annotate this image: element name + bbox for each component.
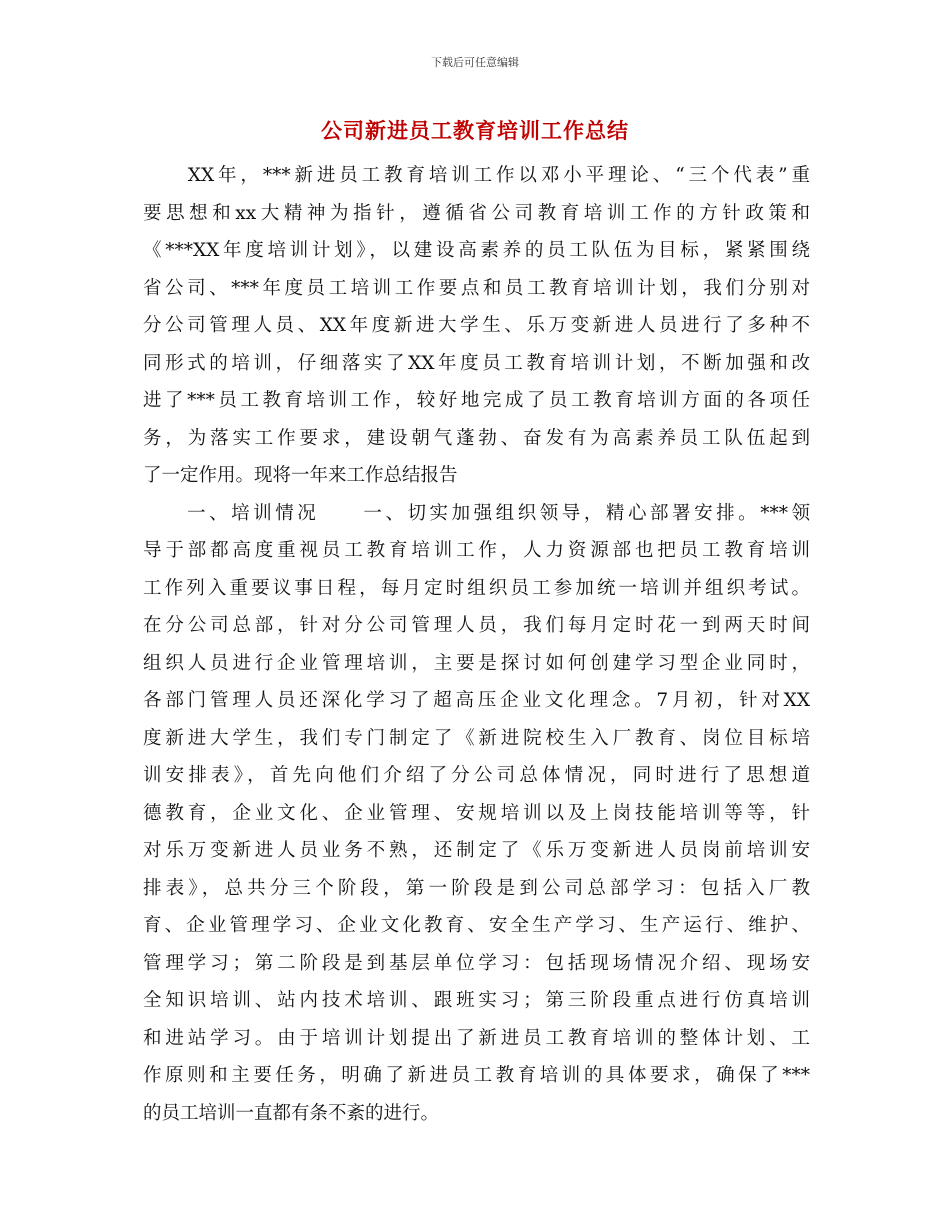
- document-title: 公司新进员工教育培训工作总结: [321, 118, 629, 143]
- body-line: 《***XX年度培训计划》，以建设高素养的员工队伍为目标，紧紧围绕: [143, 240, 810, 261]
- body-line: 了一定作用。现将一年来工作总结报告: [143, 465, 458, 486]
- body-line: 育、企业管理学习、企业文化教育、安全生产学习、生产运行、维护、: [143, 915, 810, 936]
- body-line: XX年，***新进员工教育培训工作以邓小平理论、“三个代表”重: [143, 165, 810, 186]
- body-line: 导于部都高度重视员工教育培训工作，人力资源部也把员工教育培训: [143, 540, 810, 561]
- body-line: 工作列入重要议事日程，每月定时组织员工参加统一培训并组织考试。: [143, 577, 810, 599]
- body-line: 管理学习；第二阶段是到基层单位学习：包括现场情况介绍、现场安: [143, 952, 810, 974]
- body-line: 和进站学习。由于培训计划提出了新进员工教育培训的整体计划、工: [143, 1027, 810, 1049]
- body-line: 各部门管理人员还深化学习了超高压企业文化理念。7月初，针对XX: [143, 690, 810, 711]
- body-line: 一、培训情况 一、切实加强组织领导，精心部署安排。***领: [143, 502, 810, 524]
- body-line: 要思想和xx大精神为指针，遵循省公司教育培训工作的方针政策和: [143, 202, 810, 224]
- body-line: 分公司管理人员、XX年度新进大学生、乐万变新进人员进行了多种不: [143, 315, 810, 336]
- body-line: 训安排表》，首先向他们介绍了分公司总体情况，同时进行了思想道: [143, 765, 810, 786]
- body-line: 进了***员工教育培训工作，较好地完成了员工教育培训方面的各项任: [143, 390, 810, 411]
- body-line: 务，为落实工作要求，建设朝气蓬勃、奋发有为高素养员工队伍起到: [143, 427, 810, 449]
- body-line: 省公司、***年度员工培训工作要点和员工教育培训计划，我们分别对: [143, 277, 810, 299]
- body-line: 度新进大学生，我们专门制定了《新进院校生入厂教育、岗位目标培: [143, 727, 810, 749]
- body-line: 作原则和主要任务，明确了新进员工教育培训的具体要求，确保了***: [143, 1065, 810, 1086]
- body-line: 在分公司总部，针对分公司管理人员，我们每月定时花一到两天时间: [143, 615, 810, 636]
- body-line: 的员工培训一直都有条不紊的进行。: [143, 1102, 440, 1124]
- body-line: 德教育，企业文化、企业管理、安规培训以及上岗技能培训等等，针: [143, 802, 810, 824]
- document-body: [143, 157, 810, 1132]
- body-line: 对乐万变新进人员业务不熟，还制定了《乐万变新进人员岗前培训安: [143, 840, 810, 861]
- header-note: 下载后可任意编辑: [431, 56, 519, 69]
- body-line: 同形式的培训，仔细落实了XX年度员工教育培训计划，不断加强和改: [143, 352, 810, 374]
- body-line: 排表》，总共分三个阶段，第一阶段是到公司总部学习：包括入厂教: [143, 877, 810, 899]
- body-line: 全知识培训、站内技术培训、跟班实习；第三阶段重点进行仿真培训: [143, 990, 810, 1011]
- body-line: 组织人员进行企业管理培训，主要是探讨如何创建学习型企业同时，: [143, 652, 810, 674]
